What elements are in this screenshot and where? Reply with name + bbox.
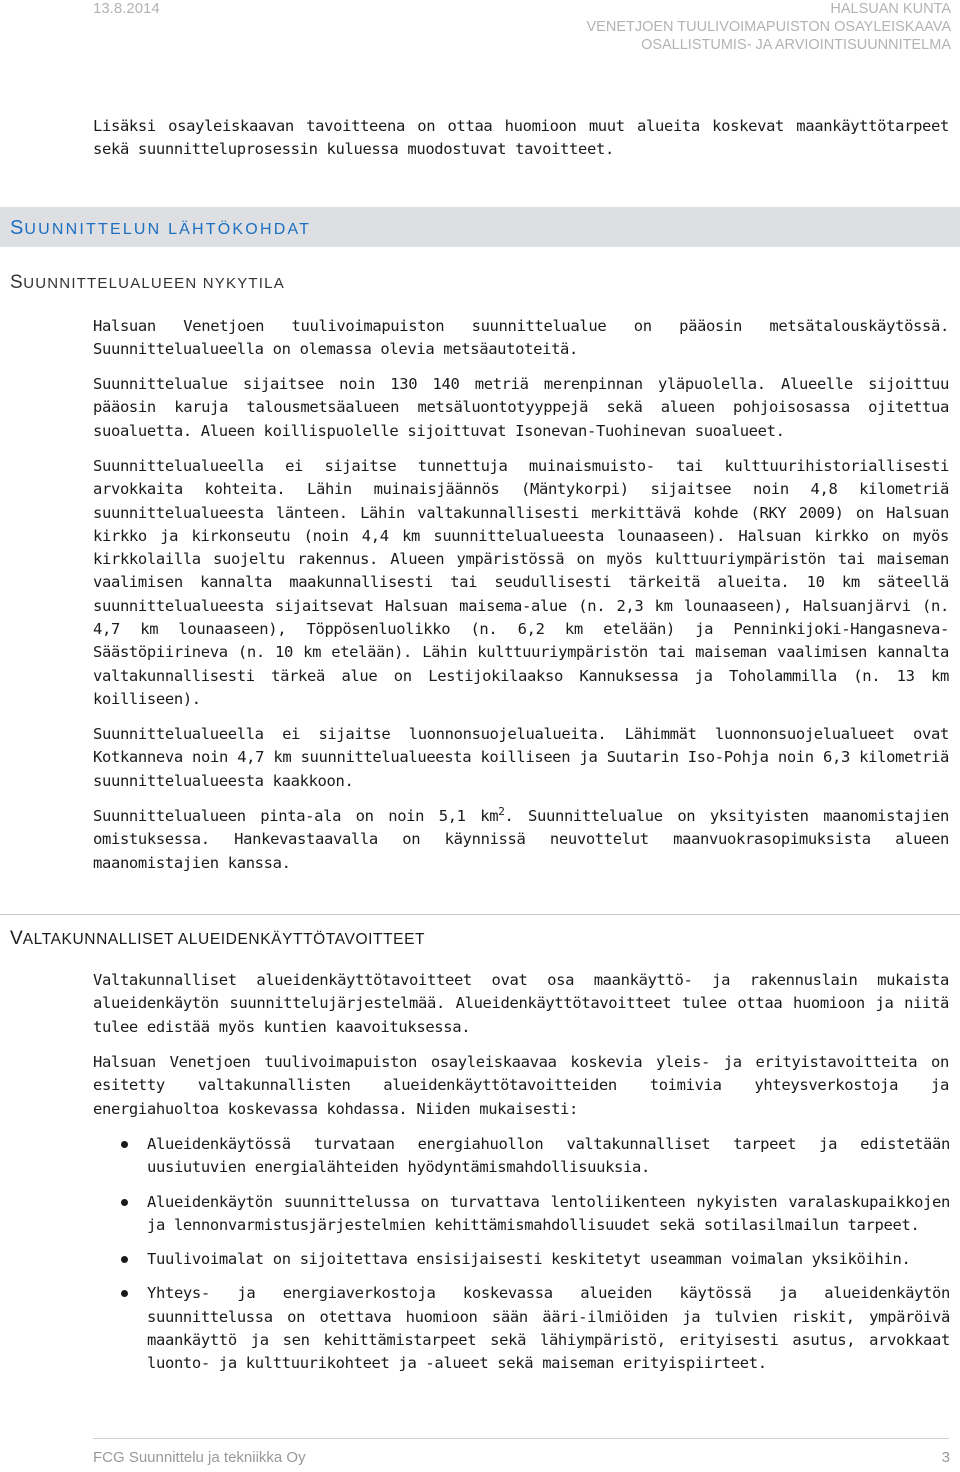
bullet-icon <box>121 1256 128 1263</box>
paragraph-current-state: Halsuan Venetjoen tuulivoimapuiston suunnittelualue on pääosin metsätalouskäytössä. Suunnittelualueella on olemassa olevia metsäautoteitä. <box>93 317 949 359</box>
area-text-after: . Suunnittelualue on yksityisten maanomistajien omistuksessa. Hankevastaavalla on käynnissä neuvottelut maanvuokrasopimuksista alueen maanomistajien kanssa. <box>93 807 949 872</box>
paragraph-elevation: Suunnittelualue sijaitsee noin 130 140 metriä merenpinnan yläpuolella. Alueelle sijoittuu pääosin karuja talousmetsäalueen metsäluontotyyppejä sekä alueen pohjoisosassa ojitettua suoaluetta. Alueen koillispuolelle sijoittuvat Isonevan-Tuohinevan suoalueet. <box>93 375 949 440</box>
subsection-title-rest: UUNNITTELUALUEEN NYKYTILA <box>23 275 285 292</box>
area-text-before: Suunnittelualueen pinta-ala on noin 5,1 km <box>93 807 499 825</box>
footer-company: FCG Suunnittelu ja tekniikka Oy <box>93 1449 306 1466</box>
paragraph-national-goals: Valtakunnalliset alueidenkäyttötavoitteet ovat osa maankäyttö- ja rakennuslain mukaista alueidenkäytön suunnittelujärjestelmää. Alueidenkäyttötavoitteet tulee ottaa huomioon ja niitä tulee edistää myös kuntien kaavoituksessa. <box>93 971 949 1036</box>
section-title-initial: S <box>10 217 25 239</box>
list-item <box>110 1133 950 1180</box>
bullet-icon <box>121 1199 128 1206</box>
paragraph-goals-intro: Halsuan Venetjoen tuulivoimapuiston osayleiskaavaa koskevia yleis- ja erityistavoitteita on esitetty valtakunnallisten alueidenkäyttötavoitteiden toimivia yhteysverkostoja ja energiahuoltoa koskevassa kohdassa. Niiden mukaisesti: <box>93 1053 949 1118</box>
header-document-type: OSALLISTUMIS- JA ARVIOINTISUUNNITELMA <box>641 37 951 53</box>
list-item-text: Yhteys- ja energiaverkostoja koskevassa alueiden käytössä ja alueidenkäytön suunnittelussa on otettava huomioon sään ääri-ilmiöiden ja tulvien riskit, ympäröivä maankäyttö ja sen kehittämistarpeet sekä lähiympäristö, erityisesti asutus, arvokkaat luonto- ja kulttuurikohteet ja -alueet sekä maiseman erityispiirteet. <box>147 1284 950 1373</box>
list-item <box>110 1282 950 1375</box>
goals-bullet-list <box>110 1133 950 1387</box>
header-block <box>587 0 951 54</box>
paragraph-area <box>93 805 949 875</box>
bullet-icon <box>121 1141 128 1148</box>
section-heading-bar <box>0 207 960 247</box>
list-item <box>110 1248 950 1271</box>
list-item-text: Alueidenkäytön suunnittelussa on turvattava lentoliikenteen nykyisten varalaskupaikkojen ja lennonvarmistusjärjestelmien kehittämismahdollisuudet sekä sotilasilmailun tarpeet. <box>147 1192 950 1234</box>
list-item-text: Tuulivoimalat on sijoitettava ensisijaisesti keskitetyt useamman voimalan yksiköihin. <box>147 1250 911 1269</box>
subsection-title-initial: S <box>10 272 24 293</box>
footer-divider <box>93 1438 949 1439</box>
section2-title-rest: ALTAKUNNALLISET ALUEIDENKÄYTTÖTAVOITTEET <box>22 931 426 948</box>
section2-title <box>10 928 425 950</box>
section-title-rest: UUNNITTELUN LÄHTÖKOHDAT <box>24 221 312 238</box>
intro-paragraph: Lisäksi osayleiskaavan tavoitteena on ottaa huomioon muut alueita koskevat maankäyttötarpeet sekä suunnitteluprosessin kuluessa muodostuvat tavoitteet. <box>93 117 949 159</box>
section-divider-top <box>0 914 960 915</box>
section-title <box>10 217 311 240</box>
list-item <box>110 1191 950 1238</box>
page-number: 3 <box>941 1449 950 1466</box>
header-date: 13.8.2014 <box>93 0 160 17</box>
list-item-text: Alueidenkäytössä turvataan energiahuollon valtakunnalliset tarpeet ja edistetään uusiutuvien energialähteiden hyödyntämismahdollisuuksia. <box>147 1135 950 1177</box>
area-superscript: 2 <box>498 804 505 818</box>
section2-title-initial: V <box>10 928 23 949</box>
bullet-icon <box>121 1290 128 1297</box>
paragraph-heritage: Suunnittelualueella ei sijaitse tunnettuja muinaismuisto- tai kulttuurihistoriallisesti arvokkaita kohteita. Lähin muinaisjäännös (Mäntykorpi) sijaitsee noin 4,8 kilometriä suunnittelualueesta länteen. Lähin valtakunnallisesti merkittävä kohde (RKY 2009) on Halsuan kirkko ja kirkonseutu (noin 4,4 km suunnittelualueesta lounaaseen). Halsuan kirkko on myös kirkkolailla suojeltu rakennus. Alueen ympäristössä on myös kulttuuriympäristön tai maiseman vaalimisen kannalta maakunnallisesti tai seudullisesti tärkeitä alueita. 10 km säteellä suunnittelualueesta sijaitsevat Halsuan maisema-alue (n. 2,3 km lounaaseen), Halsuanjärvi (n. 4,7 km lounaaseen), Töppösenluolikko (n. 6,2 km etelään) ja Penninkijoki-Hangasneva-Säästöpiirineva (n. 10 km etelään). Lähin kulttuuriympäristön tai maiseman vaalimisen kannalta valtakunnallisesti tärkeä alue on Lestijokilaakso Kannuksessa ja Toholammilla (n. 13 km koilliseen). <box>93 457 949 708</box>
paragraph-nature-reserves: Suunnittelualueella ei sijaitse luonnonsuojelualueita. Lähimmät luonnonsuojelualueet ovat Kotkanneva noin 4,7 km suunnittelualueesta koilliseen ja Suutarin Iso-Pohja noin 6,3 kilometriä suunnittelualueesta kaakkoon. <box>93 725 949 790</box>
header-project: VENETJOEN TUULIVOIMAPUISTON OSAYLEISKAAVA <box>586 19 951 35</box>
subsection-title <box>10 272 285 294</box>
header-organization: HALSUAN KUNTA <box>830 1 951 17</box>
